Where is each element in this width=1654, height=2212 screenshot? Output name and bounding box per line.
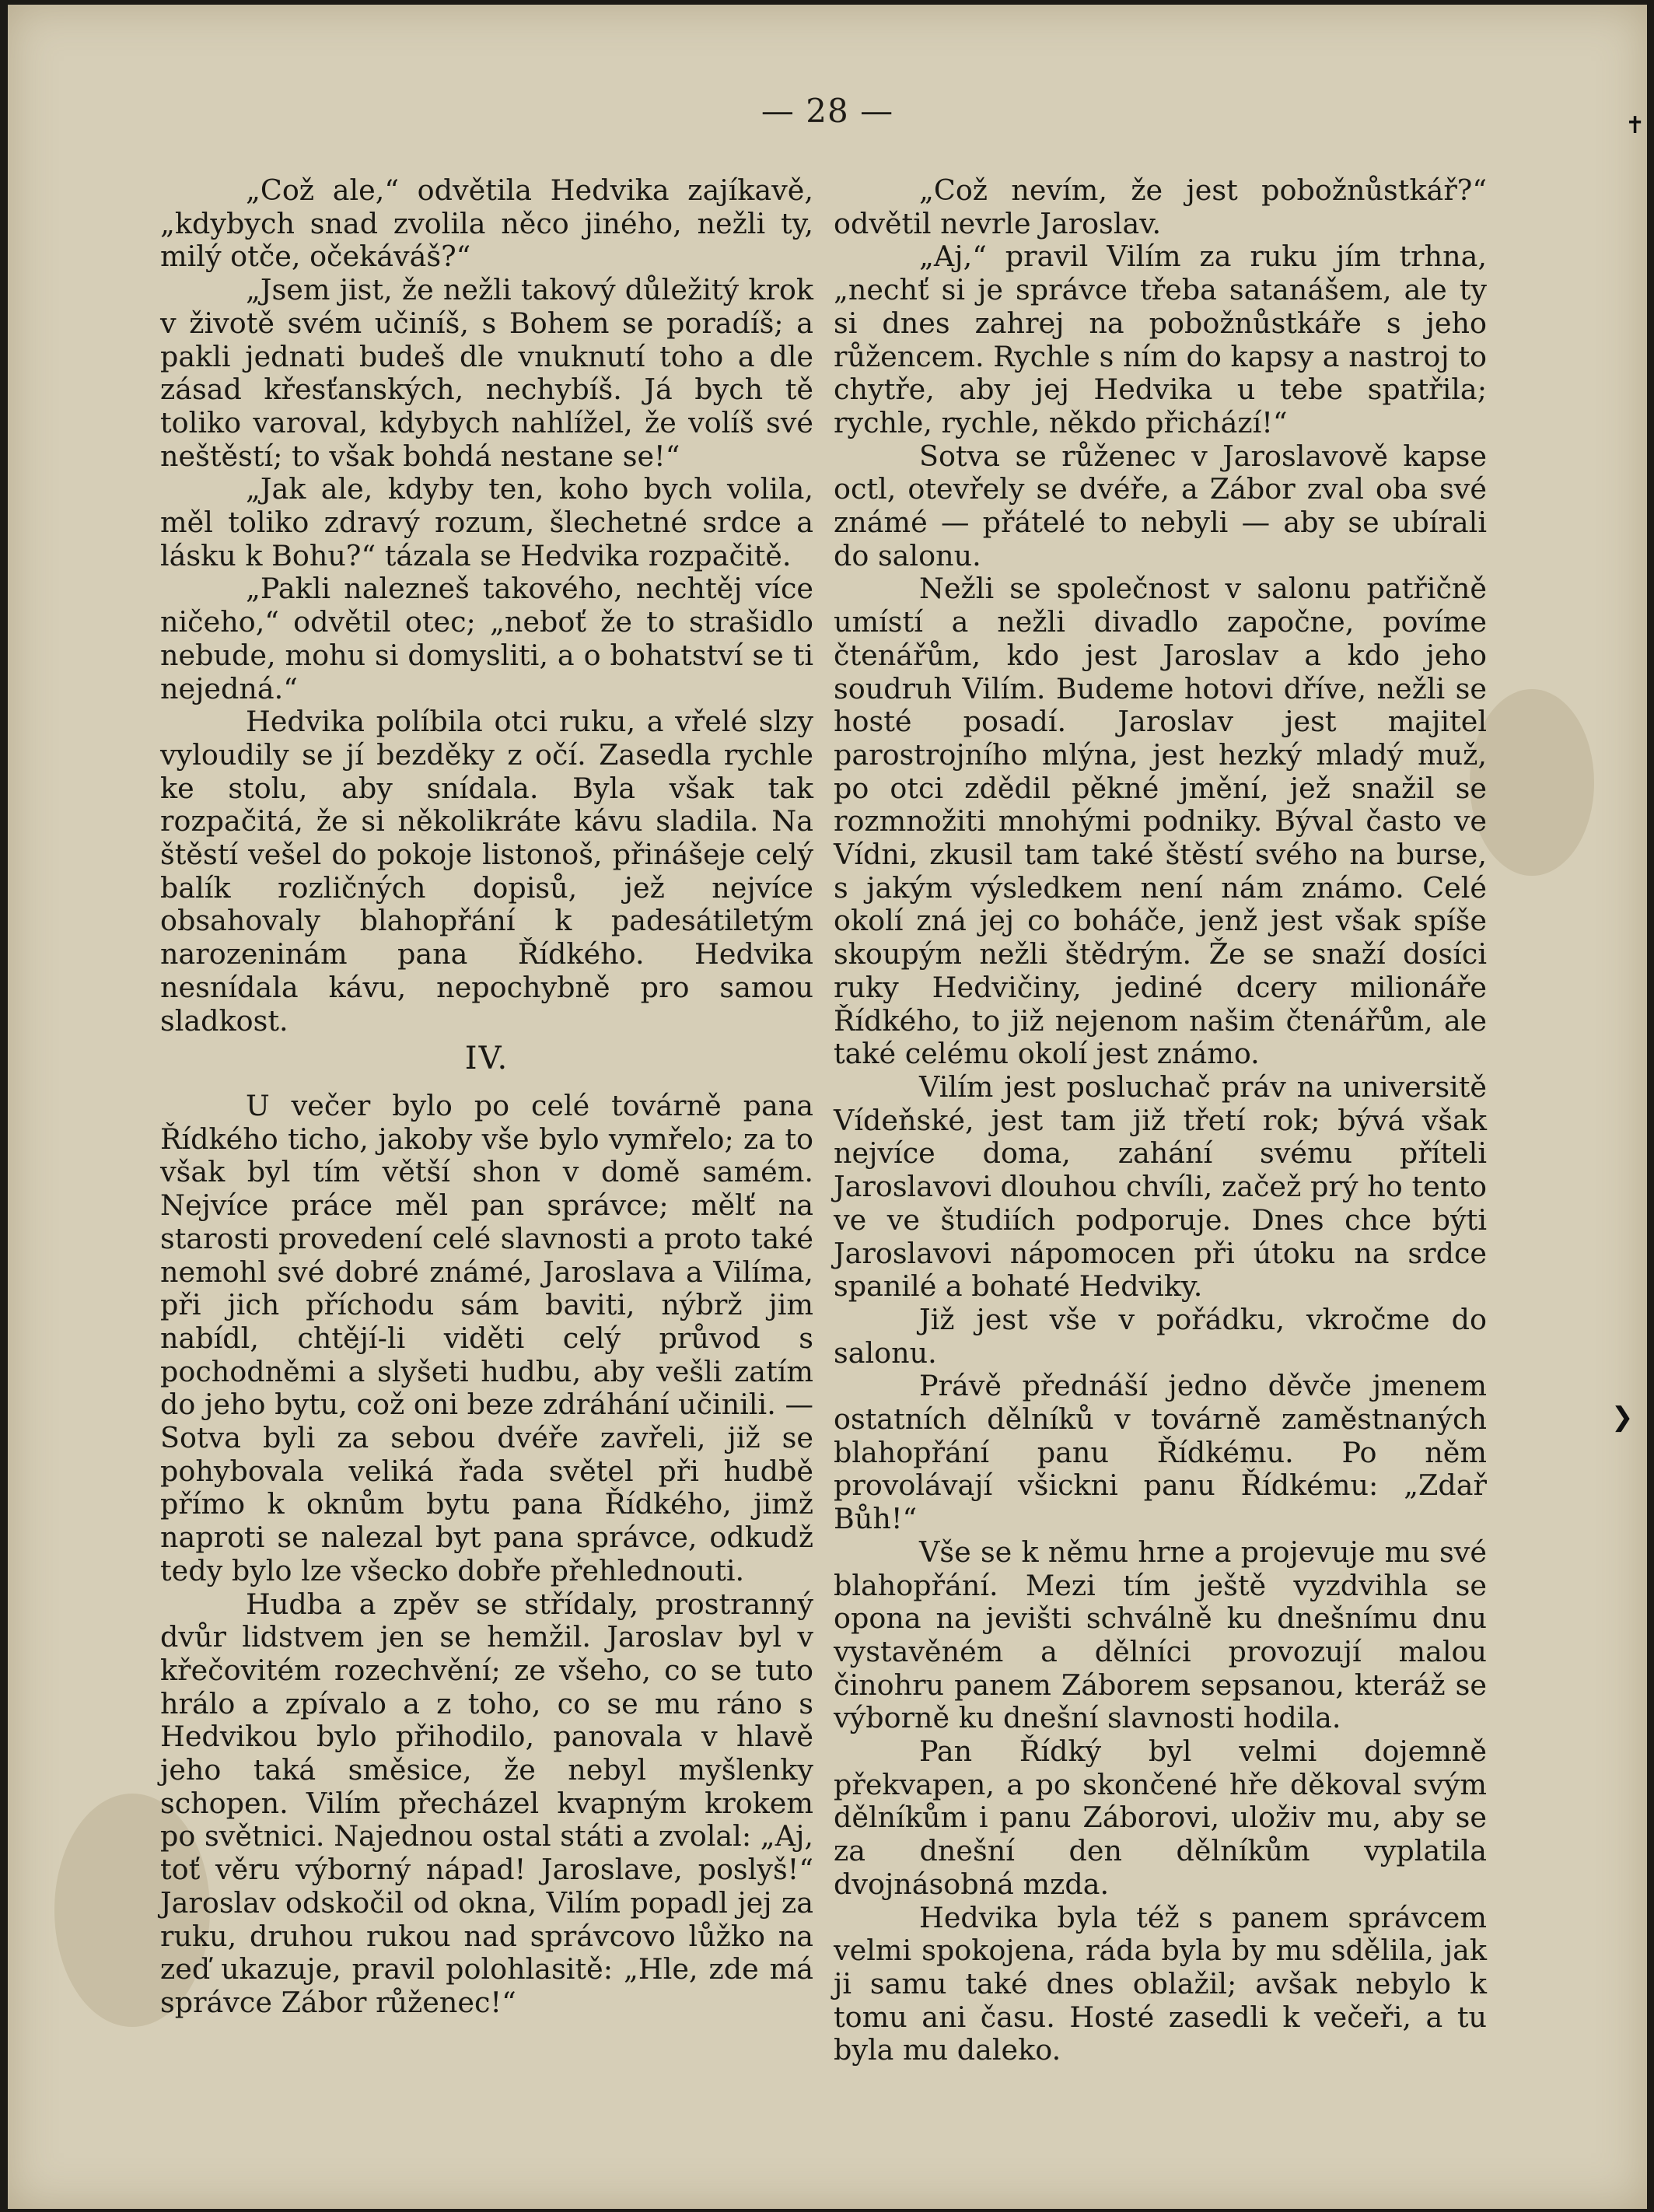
paragraph: Již jest vše v pořádku, vkročme do salonu. [834,1302,1487,1370]
paragraph: Vilím jest posluchač práv na universitě Vídeňské, jest tam již třetí rok; bývá však nejvíce doma, zahání svému příteli Jaroslavovi dlouhou chvíli, začež prý ho tento ve ve študiích podporuje. Dnes chce býti Jaroslavovi nápomocen při útoku na srdce spanilé a bohaté Hedviky. [834,1069,1487,1304]
paragraph: „Pakli nalezneš takového, nechtěj více ničeho,“ odvětil otec; „neboť že to strašidlo nebude, mohu si domysliti, a o bohatství se ti nejedná.“ [160,572,813,705]
right-column [834,174,1487,2067]
edge-mark-icon: ✝ [1625,112,1645,139]
paragraph: „Aj,“ pravil Vilím za ruku jím trhna, „nechť si je správce třeba satanášem, ale ty si dnes zahrej na pobožnůstkáře s jeho růžencem. Rychle s ním do kapsy a nastroj to chytře, aby jej Hedvika u tebe spatřila; rychle, rychle, někdo přichází!“ [834,240,1487,439]
paragraph: Sotva se růženec v Jaroslavově kapse octl, otevřely se dvéře, a Zábor zval oba své známé — přátelé to nebyli — aby se ubírali do salonu. [834,439,1487,572]
paragraph: U večer bylo po celé továrně pana Řídkého ticho, jakoby vše bylo vymřelo; za to však byl tím větší shon v domě samém. Nejvíce práce měl pan správce; mělť na starosti provedení celé slavnosti a proto také nemohl své dobré známé, Jaroslava a Vilíma, při jich příchodu sám baviti, nýbrž jim nabídl, chtějí-li viděti celý průvod s pochodněmi a slyšeti hudbu, aby vešli zatím do jeho bytu, což oni beze zdráhání učinili. — Sotva byli za sebou dvéře zavřeli, již se pohybovala veliká řada světel při hudbě přímo k oknům bytu pana Řídkého, jimž naproti se nalezal byt pana správce, odkudž tedy bylo lze všecko dobře přehlednouti. [160,1088,813,1587]
paragraph: Hedvika byla též s panem správcem velmi spokojena, ráda byla by mu sdělila, jak ji samu také dnes oblažil; avšak nebylo k tomu ani času. Hosté zasedli k večeři, a tu byla mu daleko. [834,1900,1487,2067]
paragraph: Vše se k němu hrne a projevuje mu své blahopřání. Mezi tím ještě vyzdvihla se opona na jevišti schválně ku dnešnímu dnu vystavěném a dělníci provozují malou činohru panem Záborem sepsanou, kteráž se výborně ku dnešní slavnosti hodila. [834,1535,1487,1735]
scanned-page [8,5,1647,2209]
paragraph: „Což nevím, že jest pobožnůstkář?“ odvětil nevrle Jaroslav. [834,173,1487,240]
page-number: — 28 — [761,92,894,130]
left-column [160,174,813,2020]
paragraph: „Jak ale, kdyby ten, koho bych volila, měl toliko zdravý rozum, šlechetné srdce a lásku k Bohu?“ tázala se Hedvika rozpačitě. [160,472,813,572]
paragraph: Právě přednáší jedno děvče jmenem ostatních dělníků v továrně zaměstnaných blahopřání panu Řídkému. Po něm provolávají všickni panu Řídkému: „Zdař Bůh!“ [834,1369,1487,1536]
paragraph: Pan Řídký byl velmi dojemně překvapen, a po skončené hře děkoval svým dělníkům i panu Záborovi, uloživ mu, aby se za dnešní den dělníkům vyplatila dvojnásobná mzda. [834,1734,1487,1901]
chapter-heading: IV. [464,1041,509,1077]
edge-mark-icon: ❯ [1611,1402,1634,1433]
paragraph: „Což ale,“ odvětila Hedvika zajíkavě, „kdybych snad zvolila něco jiného, nežli ty, milý otče, očekáváš?“ [160,173,813,274]
paragraph: „Jsem jist, že nežli takový důležitý krok v životě svém učiníš, s Bohem se poradíš; a pakli jednati budeš dle vnuknutí toho a dle zásad křesťanských, nechybíš. Já bych tě toliko varoval, kdybych nahlížel, že volíš své neštěstí; to však bohdá nestane se!“ [160,273,813,473]
paper-stain [1470,689,1594,876]
paragraph: Hudba a zpěv se střídaly, prostranný dvůr lidstvem jen se hemžil. Jaroslav byl v křečovitém rozechvění; ze všeho, co se tuto hrálo a zpívalo a z toho, co se mu ráno s Hedvikou bylo přihodilo, panovala v hlavě jeho taká směsice, že nebyl myšlenky schopen. Vilím přecházel kvapným krokem po světnici. Najednou ostal státi a zvolal: „Aj, toť věru výborný nápad! Jaroslave, poslyš!“ Jaroslav odskočil od okna, Vilím popadl jej za ruku, druhou rukou nad správcovo lůžko na zeď ukazuje, pravil polohlasitě: „Hle, zde má správce Zábor růženec!“ [160,1587,813,2019]
paragraph: Nežli se společnost v salonu patřičně umístí a nežli divadlo započne, povíme čtenářům, kdo jest Jaroslav a kdo jeho soudruh Vilím. Budeme hotovi dříve, nežli se hosté posadí. Jaroslav jest majitel parostrojního mlýna, jest hezký mladý muž, po otci zdědil pěkné jmění, jež snažil se rozmnožiti mnohými podniky. Býval často ve Vídni, zkusil tam také štěstí svého na burse, s jakým výsledkem není nám známo. Celé okolí zná jej co boháče, jenž jest však spíše skoupým nežli štědrým. Že se snaží dosíci ruky Hedvičiny, jediné dcery milionáře Řídkého, to již nejenom našim čtenářům, ale také celému okolí jest známo. [834,572,1487,1071]
paragraph: Hedvika políbila otci ruku, a vřelé slzy vyloudily se jí bezděky z očí. Zasedla rychle ke stolu, aby snídala. Byla však tak rozpačitá, že si několikráte kávu sladila. Na štěstí vešel do pokoje listonoš, přinášeje celý balík rozličných dopisů, jež nejvíce obsahovaly blahopřání k padesátiletým narozeninám pana Řídkého. Hedvika nesnídala kávu, nepochybně pro samou sladkost. [160,705,813,1038]
